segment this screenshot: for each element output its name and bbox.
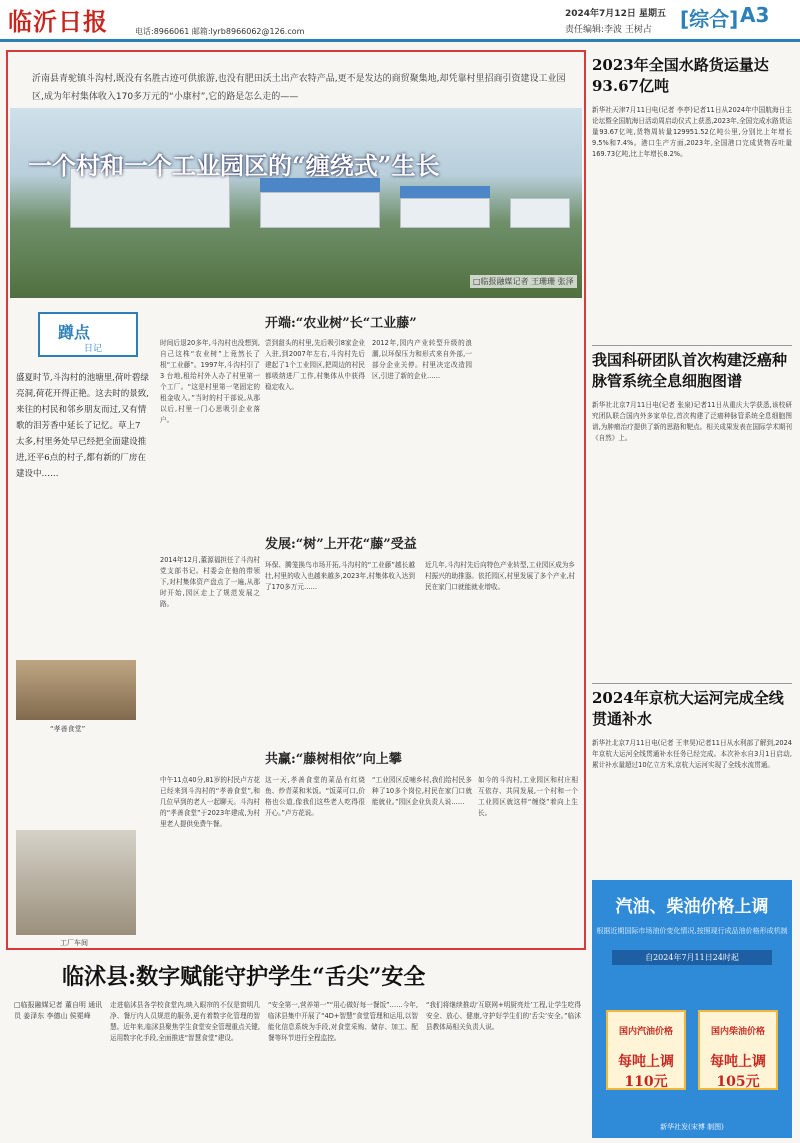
gasoline-value: 每吨上调110元 xyxy=(618,1054,674,1090)
section-heading-start: 开端:“农业树”长“工业藤” xyxy=(265,316,417,331)
bottom-column: 走进临沭县各学校食堂内,映入眼帘的不仅是窗明几净、餐厅内人员规范的服务,更有着数字化管理的智慧。近年来,临沭县聚焦学生食堂安全管理重点关键,运用数字化手段,全面推进“智慧食堂”建设。 xyxy=(110,1001,260,1042)
fuel-effective-date: 自2024年7月11日24时起 xyxy=(612,950,772,965)
gasoline-label: 国内汽油价格 xyxy=(618,1027,673,1037)
divider xyxy=(592,683,792,684)
brief-headline: 2024年京杭大运河完成全线贯通补水 xyxy=(592,689,784,728)
bottom-column: “我们将继续推动‘互联网+明厨亮灶’工程,让学生吃得安全、放心、健康,守护好学生们的‘舌尖’安全。”临沭县教体局相关负责人说。 xyxy=(426,1001,581,1031)
brief-body: 新华社天津7月11日电(记者 李亭)记者11日从2024年中国航海日主论坛暨全国航海日活动周启动仪式上获悉,2023年,全国完成水路货运量93.67亿吨,货物周转量129951.52亿吨公里,分别比上年增长9.5%和7.4%。港口生产方面,2023年,全国港口完成货物吞吐量169.73亿吨,比上年增长8.2%。 xyxy=(592,106,792,158)
contact-info: 电话:8966061 邮箱:lyrb8966062@126.com xyxy=(135,27,305,36)
newspaper-logo: 临沂日报 xyxy=(8,7,108,36)
factory-photo xyxy=(16,830,136,935)
photo-credit: □临报融媒记者 王珊珊 张泽 xyxy=(470,275,577,288)
body-column: 尝到甜头的村里,先后吸引8家企业入驻,到2007年左右,斗沟村先后建起了1个工业园区,把周边的村民都吸纳进厂工作,村集体从中获得稳定收入。 xyxy=(265,339,365,391)
divider xyxy=(592,345,792,346)
column-stamp xyxy=(38,312,138,357)
body-column: 时间后退20多年,斗沟村也没想到,自己这株“农业树”上竟然长了根“工业藤”。1997年,斗沟村引了3 台地,租给村外人办了村里第一个工厂。“这是村里第一笔固定的租金收入。”当时的村干部说,从那以后,村里一门心思吸引企业落户。 xyxy=(160,339,260,424)
fuel-credit: 新华社发(宋博 制图) xyxy=(660,1123,724,1131)
news-brief xyxy=(592,688,792,771)
preface-text: 盛夏时节,斗沟村的池塘里,荷叶碧绿亮洞,荷花开得正艳。这去时的景致,来往的村民和邻乡朋友而过,又有情歌的泪芳香中延长了记忆。草上7 太多,村里务处早已经把全面建设推进,还平6点的村子,都有新的厂房在建设中…… xyxy=(16,373,149,479)
brief-body: 新华社北京7月11日电(记者 张泉)记者11日从重庆大学获悉,该校研究团队联合国内外多家单位,首次构建了泛癌种脉管系统全息细胞图谱,为肿瘤治疗提供了新的思路和靶点。相关成果发表在国际学术期刊《自然》上。 xyxy=(592,401,792,442)
body-column: 这一天,孝善食堂的菜品有红烧鱼、炒青菜和米饭。“饭菜可口,价格也公道,像我们这些老人吃得很开心。”卢方花说。 xyxy=(265,776,365,817)
section-heading-develop: 发展:“树”上开花“藤”受益 xyxy=(265,537,417,552)
fuel-title: 汽油、柴油价格上调 xyxy=(615,897,769,917)
stamp-title: 蹲点 xyxy=(58,323,91,342)
brief-headline: 2023年全国水路货运量达93.67亿吨 xyxy=(592,56,769,95)
body-column: 2012年,园内产业转型升级的浪潮,以环保压力和形式来自外部,一部分企业关停。村里决定改造园区,引进了新的企业…… xyxy=(372,339,472,380)
editor-info: 责任编辑:李波 王树占 xyxy=(565,25,652,35)
masthead xyxy=(0,0,800,42)
page-number: A3 xyxy=(740,3,770,27)
bottom-byline: □临报融媒记者 董自明 通讯员 姜泽东 李德山 侯冕峰 xyxy=(14,1001,103,1020)
main-headline: 一个村和一个工业园区的“缠绕式”生长 xyxy=(28,151,440,180)
fuel-subtitle: 根据近期国际市场油价变化情况,按照现行成品油价格形成机制 xyxy=(596,927,788,935)
factory-caption: 工厂车间 xyxy=(60,939,88,947)
body-column: “工业园区反哺乡村,我们给村民多种了10多个岗位,村民在家门口就能就业。”园区企业负责人说…… xyxy=(372,776,472,806)
section-heading-winwin: 共赢:“藤树相依”向上攀 xyxy=(265,752,402,767)
body-column: 如今的斗沟村,工业园区和村庄相互依存、共同发展,一个村和一个工业园区就这样“缠绕”着向上生长。 xyxy=(478,776,578,817)
industrial-park-photo xyxy=(10,108,582,298)
brief-body: 新华社北京7月11日电(记者 王聿昊)记者11日从水利部了解到,2024年京杭大运河全线贯通补水任务已经完成。本次补水自3月1日启动,累计补水量超过10亿立方米,京杭大运河实现了全线水流贯通。 xyxy=(592,739,792,769)
diesel-label: 国内柴油价格 xyxy=(710,1027,765,1037)
bottom-headline: 临沭县:数字赋能守护学生“舌尖”安全 xyxy=(62,964,426,990)
diesel-value: 每吨上调105元 xyxy=(710,1054,766,1090)
body-column: 近几年,斗沟村先后向特色产业转型,工业园区成为乡村振兴的助推器。依托园区,村里发展了多个产业,村民在家门口就能就业增收。 xyxy=(425,561,575,591)
fuel-price-graphic xyxy=(592,880,792,1138)
stamp-subtitle: 日记 xyxy=(84,344,103,354)
body-column: 2014年12月,董源福担任了斗沟村党支部书记。村委会在他的带领下,对村集体资产盘点了一遍,从那时开始,园区走上了规范发展之路。 xyxy=(160,556,260,608)
canteen-caption: “孝善食堂” xyxy=(50,725,86,733)
gasoline-price-box xyxy=(606,1010,686,1090)
news-brief xyxy=(592,55,792,160)
news-brief xyxy=(592,350,792,444)
lead-paragraph: 沂南县青驼镇斗沟村,既没有名胜古迹可供旅游,也没有肥田沃土出产农特产品,更不是发达的商贸聚集地,却凭靠村里招商引资建设工业园区,成为年村集体收入170多万元的“小康村”,它的路是怎么走的—— xyxy=(32,74,566,102)
brief-headline: 我国科研团队首次构建泛癌种脉管系统全息细胞图谱 xyxy=(592,351,788,390)
body-column: 中午11点40分,81岁的村民卢方花已经来到斗沟村的“孝善食堂”,和几位早到的老人一起聊天。斗沟村的“孝善食堂”于2023年建成,为村里老人提供免费午餐。 xyxy=(160,776,260,828)
diesel-price-box xyxy=(698,1010,778,1090)
bottom-column: “安全第一,营养第一”“用心做好每一餐饭”……今年,临沭县集中开展了“4D+智慧”食堂管理和运用,以智能化信息系统为手段,对食堂采购、储存、加工、配餐等环节进行全程监控。 xyxy=(268,1001,418,1042)
section-label: [综合] xyxy=(680,7,739,31)
issue-date: 2024年7月12日 星期五 xyxy=(565,9,666,19)
canteen-photo xyxy=(16,660,136,720)
body-column: 环保、腾笼换鸟市场开拓,斗沟村的“工业藤”越长越壮,村里的收入也越来越多,2023年,村集体收入达到了170多万元…… xyxy=(265,561,415,591)
